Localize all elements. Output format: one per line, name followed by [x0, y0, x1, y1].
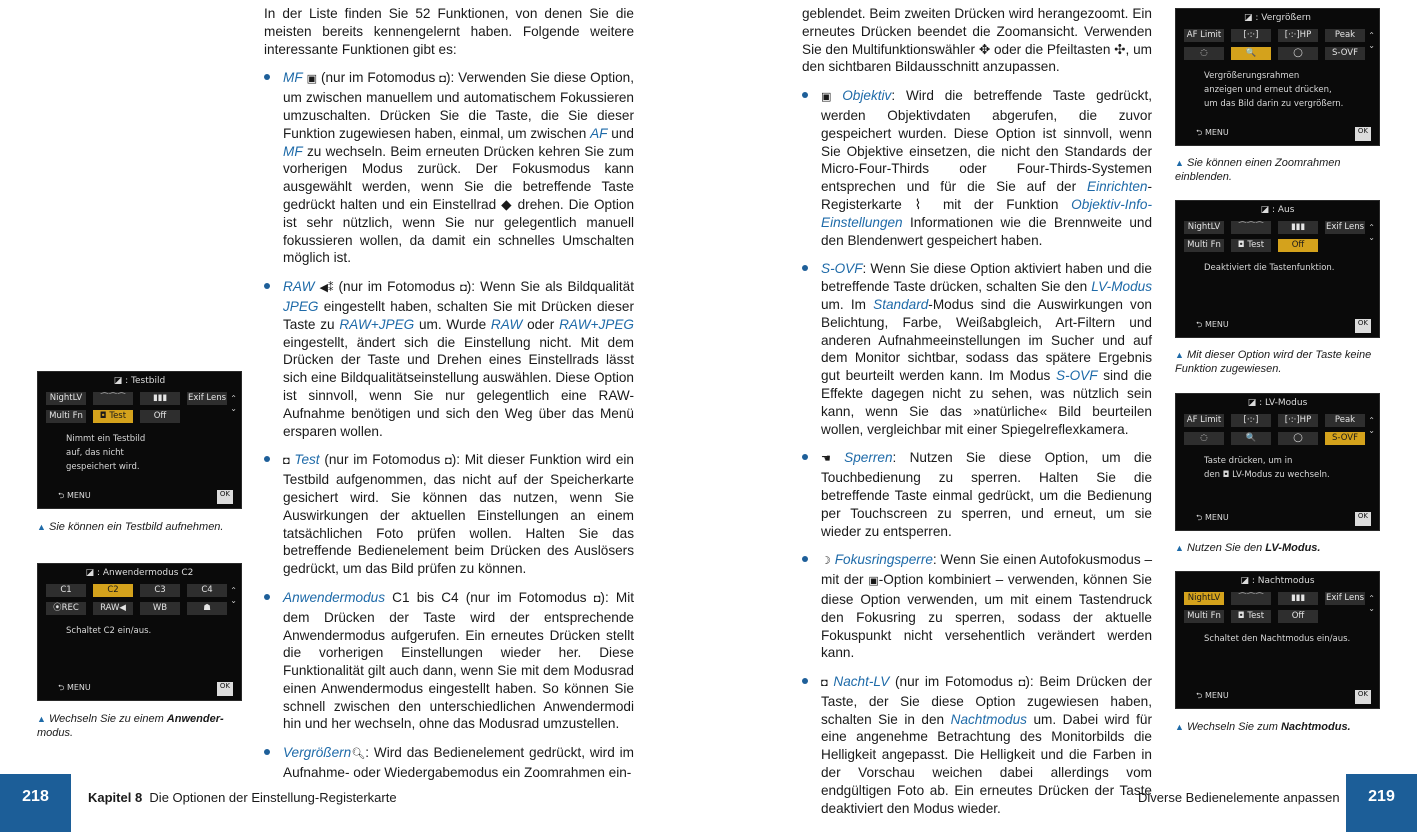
- section-footer: Diverse Bedienelemente anpassen: [1138, 790, 1340, 805]
- list-item-vergroessern: Vergrößern🔍︎: Wird das Bedienelement gedrückt, wird im Aufnahme- oder Wiedergabemodus ein Zoomrahmen ein-: [264, 744, 634, 782]
- screen-cell: Off: [1278, 610, 1318, 623]
- screen-footer: [1196, 512, 1371, 526]
- scroll-arrows-icon: ⌃ ⌄: [230, 394, 237, 413]
- screen-cell: [·:·]HP: [1278, 29, 1318, 42]
- screen-footer: [1196, 127, 1371, 141]
- menu-back-icon: ⮌ MENU: [58, 683, 91, 692]
- bullet-icon: [802, 265, 808, 271]
- screen-description: Taste drücken, um in den ◘ LV-Modus zu wechseln.: [1204, 456, 1330, 480]
- list-item-raw: RAW ◀⁑ (nur im Fotomodus ◘): Wenn Sie als Bildqualität JPEG eingestellt haben, schalten Sie mit Drücken dieser Taste zu RAW+JPEG um. Wurde RAW oder RAW+JPEG eingestellt, ändert sich die Einstellung nicht. Mit dem Drücken der Taste und Drehen eines Einstellrads lässt sich eine Bildqualitätseinstellung auswählen. Diese Option ist sinnvoll, wenn Sie nur gelegentlich eine RAW-Aufnahme benötigen und sich den Weg über das Menü ersparen wollen.: [264, 278, 634, 440]
- ok-icon: OK: [1355, 127, 1371, 141]
- chapter-number: Kapitel 8: [88, 790, 143, 805]
- caption-vergroessern: ▲ Sie können einen Zoomrahmen einblenden.: [1175, 157, 1341, 183]
- screen-footer: [58, 490, 233, 504]
- screen-cell: Multi Fn: [1184, 610, 1224, 623]
- screen-cell: [1325, 239, 1365, 252]
- bullet-icon: [264, 749, 270, 755]
- left-text-column: [264, 5, 634, 793]
- screen-cell-selected: C2: [93, 584, 133, 597]
- screen-cell: Peak: [1325, 414, 1365, 427]
- screen-cell: Exif Lens: [1325, 222, 1365, 232]
- scroll-arrows-icon: ⌃ ⌄: [230, 586, 237, 605]
- list-item-sperren: ☚ Sperren: Nutzen Sie diese Option, um die Touchbedienung zu sperren. Halten Sie die betreffende Taste einmal gedrückt, um die Bedienung per Touchscreen zu sperren, und erneut, um sie wieder zu entsperren.: [802, 449, 1152, 540]
- screen-footer: [58, 682, 233, 696]
- screen-footer: [1196, 319, 1371, 333]
- list-item-test: ◘ Test (nur im Fotomodus ◘): Mit dieser Funktion wird ein Testbild aufgenommen, das nicht auf der Speicherkarte gesichert wird. Sie können das nutzen, wenn Sie Auswirkungen der aktuellen Einstellungen an einem tatsächlichen Foto prüfen wollen. Halten Sie das betreffende Bedienelement beim Drücken des Auslösers gedrückt, um das Bild prüfen zu können.: [264, 451, 634, 578]
- screen-description: Schaltet den Nachtmodus ein/aus.: [1204, 634, 1351, 644]
- menu-back-icon: ⮌ MENU: [1196, 691, 1229, 700]
- list-item-fokusringsperre: ☽ Fokusringsperre: Wenn Sie einen Autofokusmodus – mit der ▣-Option kombiniert – verwenden, können Sie diese Option verwenden, um mit einem Tastendruck den Fokusring zu sperren, sodass der aktuelle Fokuspunkt nicht versehentlich verändert werden kann.: [802, 551, 1152, 662]
- screen-cell: ☗: [187, 602, 227, 615]
- screen-cell: ◯: [1278, 47, 1318, 60]
- ok-icon: OK: [217, 682, 233, 696]
- menu-back-icon: ⮌ MENU: [1196, 513, 1229, 522]
- screen-cell: NightLV: [1184, 221, 1224, 234]
- scroll-arrows-icon: ⌃ ⌄: [1368, 416, 1375, 435]
- bullet-icon: [802, 454, 808, 460]
- chapter-title: Die Optionen der Einstellung-Registerkarte: [149, 790, 397, 805]
- ok-icon: OK: [217, 490, 233, 504]
- right-text-column: [802, 5, 1152, 828]
- screen-cell: Multi Fn: [1184, 239, 1224, 252]
- screen-title: ◪ : Aus: [1260, 205, 1295, 215]
- list-item-sovf: S-OVF: Wenn Sie diese Option aktiviert haben und die betreffende Taste drücken, schalten Sie den LV-Modus um. Im Standard-Modus sind die Auswirkungen von Belichtung, Farbe, Weißabgleich, Art-Filtern und anderen Aufnahmeeinstellungen im Sucher und auf dem Monitor sichtbar, sodass das spätere Ergebnis gut beurteilt werden kann. Im Modus S-OVF sind die Effekte dagegen nicht zu sehen, was nützlich sein kann, wenn Sie das »natürliche« Bild beurteilen wollen, vergleichbar mit einer Spiegelreflexkamera.: [802, 260, 1152, 438]
- screen-cell: [·:·]HP: [1278, 414, 1318, 427]
- screen-cell-selected: S-OVF: [1325, 432, 1365, 445]
- screen-cell: 🔍: [1231, 432, 1271, 445]
- bullet-icon: [802, 92, 808, 98]
- list-item-nachtlv: ◘ Nacht-LV (nur im Fotomodus ◘): Beim Drücken der Taste, der Sie diese Option zugewiesen haben, schalten Sie in den Nachtmodus um. Dabei wird für eine angenehme Betrachtung des Monitorbilds die Helligkeit angepasst. Die Helligkeit und die Farben in der Vorschau weichen dabei allerdings vom endgültigen Foto ab. Ein erneutes Drücken der Taste deaktiviert den Modus wieder.: [802, 673, 1152, 817]
- screen-description: Nimmt ein Testbild auf, das nicht gespeichert wird.: [66, 434, 146, 472]
- screen-cell: [·:·]: [1231, 29, 1271, 42]
- screen-cell: ⌒⌒⌒: [93, 392, 133, 405]
- screen-cell: [187, 410, 227, 423]
- bullet-icon: [264, 74, 270, 80]
- screen-cell-selected: Off: [1278, 239, 1318, 252]
- screen-cell: [1325, 610, 1365, 623]
- scroll-arrows-icon: ⌃ ⌄: [1368, 223, 1375, 242]
- screen-cell: Off: [140, 410, 180, 423]
- screen-cell: [·:·]: [1231, 414, 1271, 427]
- screen-cell-selected: ◘ Test: [93, 410, 133, 423]
- screen-cell: Multi Fn: [46, 410, 86, 423]
- chapter-footer: [88, 790, 397, 805]
- page-number-right: 219: [1346, 774, 1417, 832]
- camera-screen-testbild: [37, 371, 242, 509]
- caption-aus: ▲ Mit dieser Option wird der Taste keine Funktion zugewiesen.: [1175, 349, 1372, 375]
- screen-cell: Exif Lens: [187, 393, 227, 403]
- screen-cell: AF Limit: [1184, 29, 1224, 42]
- caption-anwendermodus: ▲ Wechseln Sie zu einem Anwender- modus.: [37, 713, 224, 739]
- screen-cell: C1: [46, 584, 86, 597]
- screen-cell: C4: [187, 584, 227, 597]
- bullet-icon: [264, 283, 270, 289]
- camera-screen-lv-modus: [1175, 393, 1380, 531]
- continued-paragraph: geblendet. Beim zweiten Drücken wird herangezoomt. Ein erneutes Drücken beendet die Zoomansicht. Verwenden Sie den Multifunktionswähler ✥ oder die Pfeiltasten ✣, um den sichtbaren Bildausschnitt anzupassen.: [802, 6, 1152, 75]
- ok-icon: OK: [1355, 319, 1371, 333]
- screen-cell: NightLV: [46, 392, 86, 405]
- screen-cell-selected: 🔍: [1231, 47, 1271, 60]
- list-item-mf: MF ▣ (nur im Fotomodus ◘): Verwenden Sie diese Option, um zwischen manuellem und automatischem Fokussieren umzuschalten. Drücken Sie die Taste, die Sie dieser Funktion zugewiesen haben, einmal, um zwischen AF und MF zu wechseln. Beim erneuten Drücken kehren Sie zum vorherigen Modus zurück. Der Fokusmodus kann ausgewählt werden, wenn Sie die betreffende Taste gedrückt halten und ein Einstellrad ◆ drehen. Die Option ist sehr nützlich, wenn Sie nur gelegentlich manuell fokussieren wollen, da damit ein schnelles Umschalten möglich ist.: [264, 69, 634, 267]
- scroll-arrows-icon: ⌃ ⌄: [1368, 594, 1375, 613]
- screen-cell: ◘ Test: [1231, 239, 1271, 252]
- intro-paragraph: In der Liste finden Sie 52 Funktionen, von denen Sie die meisten bereits kennengelernt haben. Folgende weitere interessante Funktionen gibt es:: [264, 6, 634, 57]
- ok-icon: OK: [1355, 690, 1371, 704]
- screen-title: ◪ : Vergrößern: [1244, 13, 1311, 23]
- camera-screen-aus: [1175, 200, 1380, 338]
- caption-lv-modus: ▲ Nutzen Sie den LV-Modus.: [1175, 542, 1321, 554]
- screen-cell-selected: NightLV: [1184, 592, 1224, 605]
- bullet-icon: [264, 456, 270, 462]
- bullet-icon: [264, 594, 270, 600]
- screen-cell: ◘ Test: [1231, 610, 1271, 623]
- menu-back-icon: ⮌ MENU: [1196, 128, 1229, 137]
- menu-back-icon: ⮌ MENU: [1196, 320, 1229, 329]
- bullet-icon: [802, 678, 808, 684]
- screen-cell: S-OVF: [1325, 47, 1365, 60]
- screen-cell: Peak: [1325, 29, 1365, 42]
- screen-cell: ▮▮▮: [1278, 592, 1318, 605]
- screen-cell: WB: [140, 602, 180, 615]
- screen-cell: RAW◀: [93, 602, 133, 615]
- screen-cell: C3: [140, 584, 180, 597]
- screen-cell: ⌒⌒⌒: [1231, 592, 1271, 605]
- screen-title: ◪ : Anwendermodus C2: [85, 568, 194, 578]
- screen-cell: ▮▮▮: [140, 392, 180, 405]
- menu-back-icon: ⮌ MENU: [58, 491, 91, 500]
- screen-cell: ◯: [1278, 432, 1318, 445]
- scroll-arrows-icon: ⌃ ⌄: [1368, 31, 1375, 50]
- camera-screen-vergroessern: [1175, 8, 1380, 146]
- screen-description: Schaltet C2 ein/aus.: [66, 626, 152, 636]
- screen-cell: ◌: [1184, 47, 1224, 60]
- screen-cell: AF Limit: [1184, 414, 1224, 427]
- screen-cell: ▮▮▮: [1278, 221, 1318, 234]
- caption-testbild: ▲ Sie können ein Testbild aufnehmen.: [37, 521, 224, 533]
- ok-icon: OK: [1355, 512, 1371, 526]
- screen-description: Vergrößerungsrahmen anzeigen und erneut drücken, um das Bild darin zu vergrößern.: [1204, 71, 1344, 109]
- screen-description: Deaktiviert die Tastenfunktion.: [1204, 263, 1335, 273]
- screen-title: ◪ : Nachtmodus: [1240, 576, 1315, 586]
- bullet-icon: [802, 556, 808, 562]
- screen-footer: [1196, 690, 1371, 704]
- screen-cell: ⦿REC: [46, 602, 86, 615]
- screen-cell: Exif Lens: [1325, 593, 1365, 603]
- caption-nachtmodus: ▲ Wechseln Sie zum Nachtmodus.: [1175, 721, 1351, 733]
- screen-cell: ◌: [1184, 432, 1224, 445]
- screen-title: ◪ : Testbild: [113, 376, 166, 386]
- screen-cell: ⌒⌒⌒: [1231, 221, 1271, 234]
- page-number-left: 218: [0, 774, 71, 832]
- list-item-objektiv: ▣ Objektiv: Wird die betreffende Taste gedrückt, werden Objektivdaten abgerufen, die zuvor gespeichert wurden. Diese Option ist sinnvoll, wenn Sie Objektive einsetzen, die nicht den Standards der Micro-Four-Thirds oder Four-Thirds-Systemen entsprechen und für die Sie auf der Einrichten-Registerkarte ⌇ mit der Funktion Objektiv-Info-Einstellungen Informationen wie die Brennweite und den Blendenwert gespeichert haben.: [802, 87, 1152, 249]
- screen-title: ◪ : LV-Modus: [1247, 398, 1308, 408]
- list-item-anwendermodus: Anwendermodus C1 bis C4 (nur im Fotomodus ◘): Mit dem Drücken der Taste wird der entsprechende Anwendermodus aufgerufen. Ein erneutes Drücken stellt die vorherigen Einstellungen wieder her. Diese Funktionalität gilt auch dann, wenn Sie mit dem Modusrad einen Anwendermodus eingestellt haben. So können Sie schnell zwischen den unterschiedlichen Anwendermodi hin und her wechseln, ohne das Modusrad umzustellen.: [264, 589, 634, 733]
- camera-screen-anwendermodus: [37, 563, 242, 701]
- camera-screen-nachtmodus: [1175, 571, 1380, 709]
